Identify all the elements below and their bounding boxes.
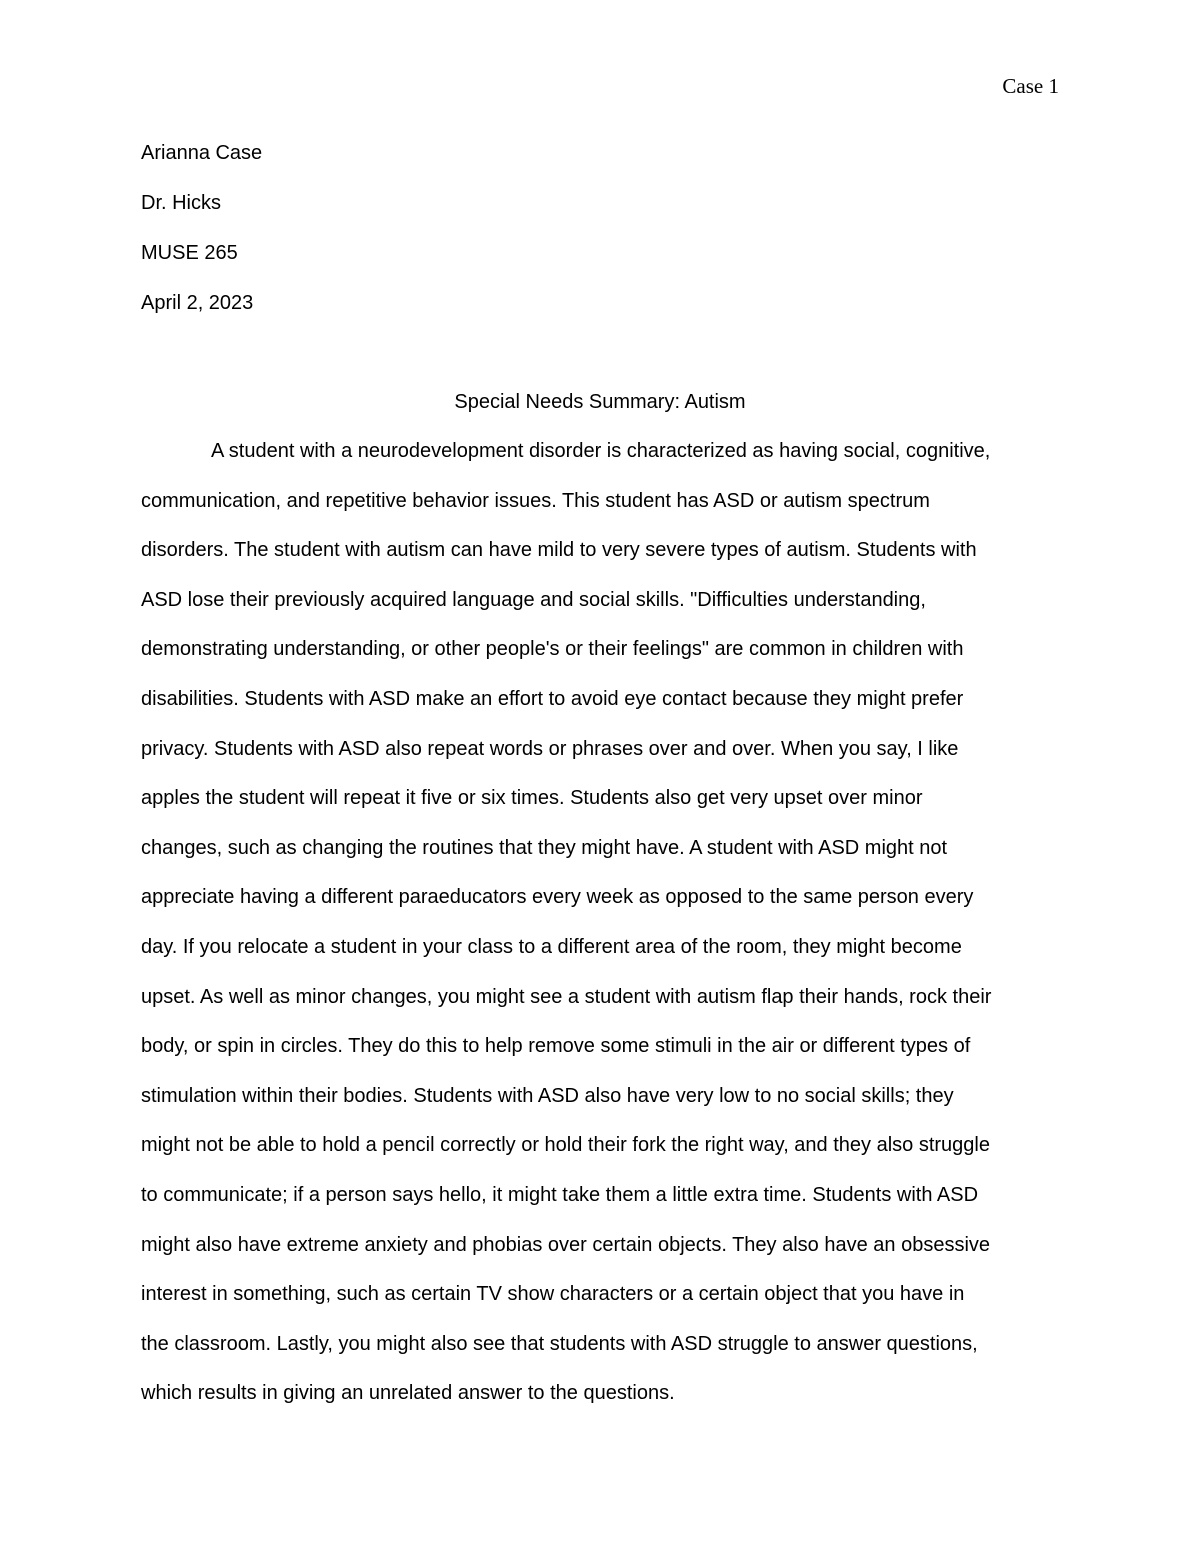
body-line: the classroom. Lastly, you might also see that students with ASD struggle to answer questions, <box>141 1332 978 1355</box>
body-line: appreciate having a different paraeducators every week as opposed to the same person every <box>141 886 974 909</box>
student-name: Arianna Case <box>141 142 263 164</box>
body-line: to communicate; if a person says hello, it might take them a little extra time. Students with ASD <box>141 1183 979 1206</box>
body-line: communication, and repetitive behavior issues. This student has ASD or autism spectrum <box>141 489 930 512</box>
body-line: day. If you relocate a student in your class to a different area of the room, they might become <box>141 935 962 958</box>
body-line: apples the student will repeat it five or six times. Students also get very upset over minor <box>141 787 923 810</box>
body-line: upset. As well as minor changes, you might see a student with autism flap their hands, rock their <box>141 985 992 1008</box>
body-line: A student with a neurodevelopment disorder is characterized as having social, cognitive, <box>211 440 991 462</box>
body-line: which results in giving an unrelated answer to the questions. <box>141 1382 675 1405</box>
paper-title: Special Needs Summary: Autism <box>454 391 746 413</box>
body-line: disorders. The student with autism can have mild to very severe types of autism. Students with <box>141 539 977 562</box>
body-line: might not be able to hold a pencil correctly or hold their fork the right way, and they also struggle <box>141 1134 990 1157</box>
body-line: privacy. Students with ASD also repeat words or phrases over and over. When you say, I like <box>141 737 959 760</box>
mla-heading <box>141 140 1059 340</box>
body-line: demonstrating understanding, or other people's or their feelings" are common in children with <box>141 638 964 661</box>
body-line: ASD lose their previously acquired language and social skills. "Difficulties understanding, <box>141 588 926 611</box>
instructor-name: Dr. Hicks <box>141 192 221 214</box>
paper-date: April 2, 2023 <box>141 292 254 314</box>
running-head: Case 1 <box>1002 74 1059 98</box>
course-name: MUSE 265 <box>141 242 238 264</box>
body-line: disabilities. Students with ASD make an effort to avoid eye contact because they might prefer <box>141 687 964 710</box>
body-line: interest in something, such as certain TV show characters or a certain object that you have in <box>141 1283 965 1306</box>
body-line: changes, such as changing the routines that they might have. A student with ASD might not <box>141 836 948 859</box>
body-paragraph <box>141 438 1059 1430</box>
body-line: might also have extreme anxiety and phobias over certain objects. They also have an obsessive <box>141 1233 991 1256</box>
body-line: body, or spin in circles. They do this to help remove some stimuli in the air or different types of <box>141 1035 971 1058</box>
body-line: stimulation within their bodies. Students with ASD also have very low to no social skills; they <box>141 1084 954 1107</box>
